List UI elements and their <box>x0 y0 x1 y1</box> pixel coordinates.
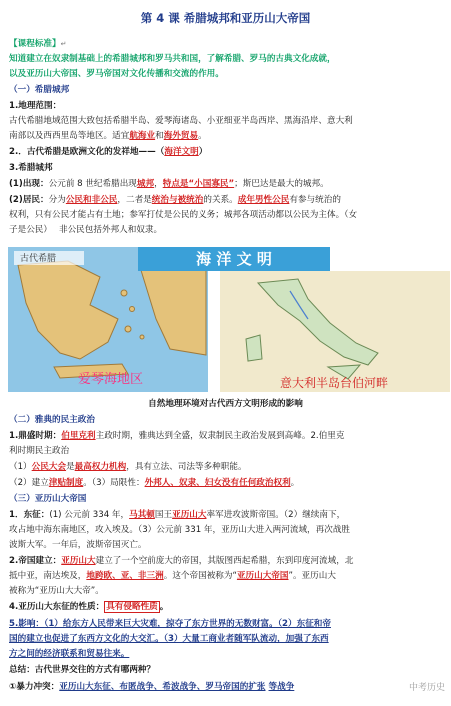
empire-line-3: 被称为“亚历山大大帝”。 <box>9 586 104 596</box>
maps-svg <box>8 247 450 392</box>
standard-line-2: 以及亚历山大帝国、罗马帝国对文化传播和交流的作用。 <box>9 69 224 79</box>
keyword-navigation: 航海业 <box>129 131 156 141</box>
eastward-line-3: 波斯大军。一年后，波斯帝国灭亡。 <box>9 540 147 550</box>
sardinia-island <box>246 335 262 361</box>
keyword-trade: 海外贸易 <box>163 131 199 141</box>
democracy-item-1: （1）公民大会是最高权力机构，具有立法、司法等多种职能。 <box>9 462 247 472</box>
city-point-2-line-2: 权利，只有公民才能占有土地；参军打仗是公民的义务；城邦各项活动都以公民为主体。（女 <box>9 210 358 220</box>
eastward-line-1: 1．东征：(1) 公元前 334 年，马其顿国王亚历山大率军进攻波斯帝国。（2）继续南下， <box>9 510 346 520</box>
influence-line-3: 方之间的经济联系和贸易往来。 <box>9 649 130 659</box>
maps-caption: 自然地理环境对古代西方文明形成的影响 <box>148 399 303 409</box>
democracy-item-2: （2）建立津贴制度。（3）局限性：外邦人、奴隶、妇女没有任何政治权利。 <box>9 478 300 488</box>
summary-question: 总结：古代世界交往的方式有哪两种？ <box>9 665 156 675</box>
lesson-title: 第 4 课 希腊城邦和亚历山大帝国 <box>140 12 311 25</box>
peak-line-2: 利时期民主政治 <box>9 446 70 456</box>
nature-line: 4.亚历山大东征的性质： 具有侵略性质 。 <box>9 602 169 612</box>
map-left-caption: 爱琴海地区 <box>78 372 144 387</box>
summary-answer-1: ①暴力冲突：亚历山大东征、布匿战争、希波战争、罗马帝国的扩张 等战争 <box>9 682 295 692</box>
section2-heading: （二）雅典的民主政治 <box>9 415 95 425</box>
city-point-2: (2)居民：分为公民和非公民，二者是统治与被统治的关系。成年男性公民有参与统治的 <box>9 195 341 205</box>
map-right-caption: 意大利半岛台伯河畔 <box>279 376 389 390</box>
keyword-ocean-civ: 海洋文明 <box>164 147 199 157</box>
ocean-banner-text: 海 洋 文 明 <box>196 250 272 268</box>
geo-line-1: 古代希腊地域范围大致包括希腊半岛、爱琴海诸岛、小亚细亚半岛西岸、黑海沿岸、意大利 <box>9 116 353 126</box>
section1-heading: （一）希腊城邦 <box>9 85 70 95</box>
empire-line-1: 2.帝国建立：亚历山大建立了一个空前庞大的帝国，其版图西起希腊，东到印度河流域，北 <box>9 556 354 566</box>
section3-heading: （三）亚历山大帝国 <box>9 494 87 504</box>
empire-line-2: 抵中亚，南达埃及，地跨欧、亚、非三洲。这个帝国被称为“亚历山大帝国”。亚历山大 <box>9 571 336 581</box>
city-title: 3.希腊城邦 <box>9 163 53 173</box>
peak-line-1: 1.鼎盛时期：伯里克利主政时期，雅典达到全盛，奴隶制民主政治发展到高峰。2.伯里克 <box>9 431 345 441</box>
standard-heading: 【课程标准】↵ <box>9 39 67 49</box>
geo-title: 1.地理范围： <box>9 101 62 111</box>
geo-line-2: 南部以及西西里岛等地区。适宜航海业和海外贸易。 <box>9 131 207 141</box>
map-left-title: 古代希腊 <box>20 254 57 264</box>
influence-line-2: 国的建立也促进了东西方文化的大交汇。（3）大量工商业者随军队流动，加强了东西 <box>9 634 329 644</box>
influence-line-1: 5.影响：（1）给东方人民带来巨大灾难，掠夺了东方世界的无数财富。（2）东征和帝 <box>9 619 331 629</box>
standard-line-1: 知道建立在奴隶制基础上的希腊城邦和罗马共和国，了解希腊、罗马的古典文化成就， <box>9 54 336 64</box>
city-point-2-line-3: 子是公民） 非公民包括外邦人和奴隶。 <box>9 225 163 235</box>
watermark: 中考历史 <box>408 683 445 693</box>
maps-figure <box>8 247 450 392</box>
cradle-line: 2.．古代希腊是欧洲文化的发祥地——（海洋文明） <box>9 147 208 157</box>
eastward-line-2: 攻占地中海东南地区，攻入埃及。（3）公元前 331 年，亚历山大进入两河流域，再次战胜 <box>9 525 351 535</box>
city-point-1: (1)出现：公元前 8 世纪希腊出现城邦，特点是“小国寡民”；斯巴达是最大的城邦。 <box>9 179 329 189</box>
